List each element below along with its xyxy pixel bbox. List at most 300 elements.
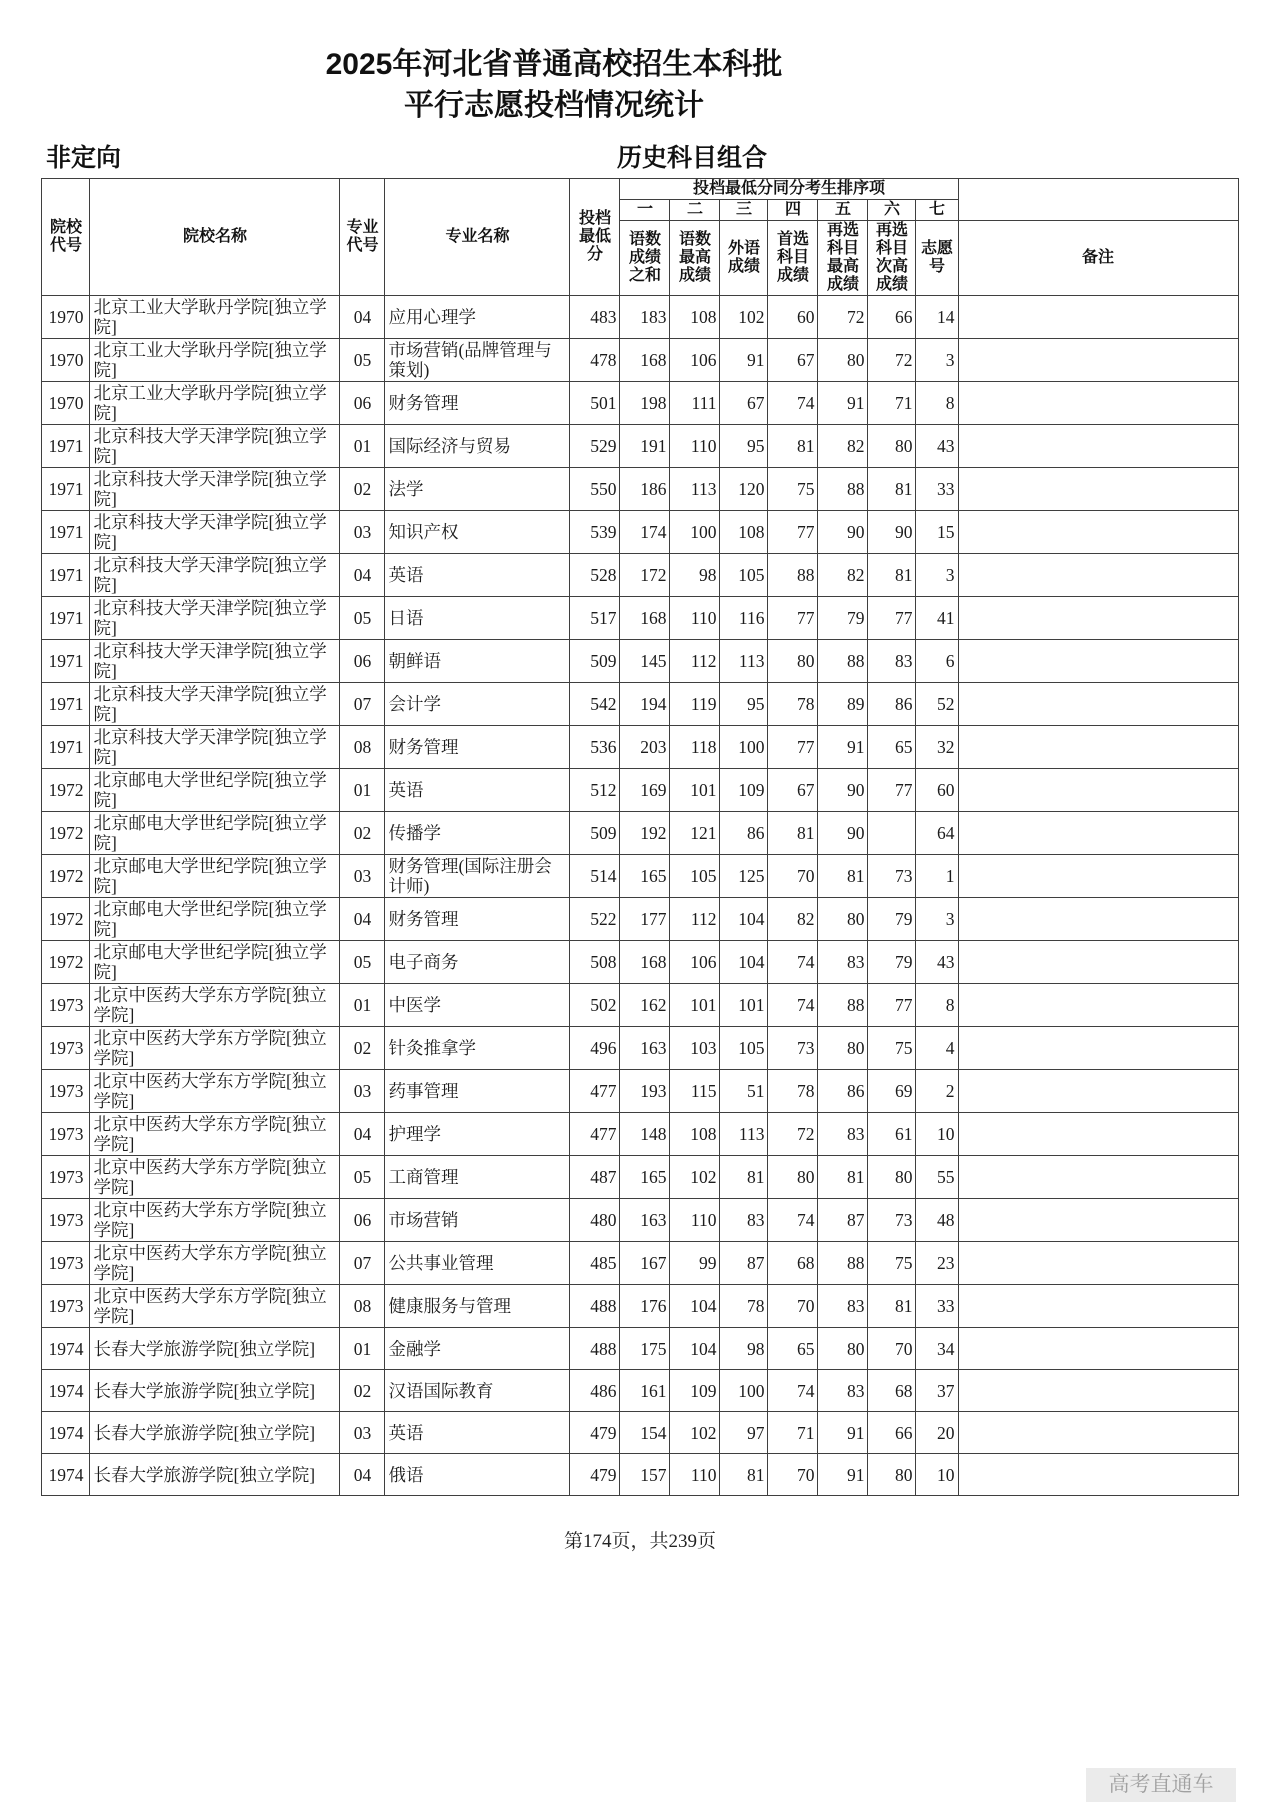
remark-cell [958, 1113, 1238, 1156]
school-code-cell: 1970 [42, 382, 90, 425]
rank-6-cell [868, 812, 916, 855]
major-code-cell: 04 [340, 1454, 385, 1496]
label-subject-combination: 历史科目组合 [617, 144, 768, 172]
rank-6-cell: 70 [868, 1328, 916, 1370]
major-code-cell: 05 [340, 941, 385, 984]
rank-7-cell: 43 [916, 941, 958, 984]
remark-cell [958, 1412, 1238, 1454]
rank-5-cell: 83 [818, 941, 868, 984]
header-rank-6-num: 六 [868, 200, 916, 221]
remark-cell [958, 511, 1238, 554]
major-code-cell: 05 [340, 339, 385, 382]
table-row [42, 382, 1238, 425]
major-code-cell: 06 [340, 640, 385, 683]
watermark: 高考直通车 [1086, 1768, 1236, 1802]
remark-cell [958, 339, 1238, 382]
rank-3-cell: 67 [720, 382, 768, 425]
major-code-cell: 08 [340, 726, 385, 769]
rank-7-cell: 2 [916, 1070, 958, 1113]
school-name-cell: 北京中医药大学东方学院[独立学院] [90, 1027, 340, 1070]
rank-3-cell: 81 [720, 1454, 768, 1496]
rank-1-cell: 174 [620, 511, 670, 554]
rank-7-cell: 41 [916, 597, 958, 640]
remark-cell [958, 1199, 1238, 1242]
min-score-cell: 477 [570, 1113, 620, 1156]
rank-2-cell: 112 [670, 640, 720, 683]
rank-4-cell: 74 [768, 1199, 818, 1242]
major-code-cell: 07 [340, 1242, 385, 1285]
rank-4-cell: 80 [768, 640, 818, 683]
major-code-cell: 06 [340, 382, 385, 425]
table-row [42, 984, 1238, 1027]
major-code-cell: 08 [340, 1285, 385, 1328]
rank-3-cell: 100 [720, 726, 768, 769]
rank-3-cell: 101 [720, 984, 768, 1027]
table-row [42, 640, 1238, 683]
rank-2-cell: 105 [670, 855, 720, 898]
table-row [42, 855, 1238, 898]
table-row [42, 941, 1238, 984]
min-score-cell: 550 [570, 468, 620, 511]
table-row [42, 511, 1238, 554]
rank-5-cell: 91 [818, 382, 868, 425]
min-score-cell: 478 [570, 339, 620, 382]
school-code-cell: 1973 [42, 1242, 90, 1285]
table-row [42, 1328, 1238, 1370]
remark-cell [958, 296, 1238, 339]
rank-6-cell: 83 [868, 640, 916, 683]
rank-2-cell: 109 [670, 1370, 720, 1412]
rank-5-cell: 82 [818, 554, 868, 597]
rank-6-cell: 71 [868, 382, 916, 425]
rank-2-cell: 119 [670, 683, 720, 726]
rank-2-cell: 104 [670, 1285, 720, 1328]
rank-2-cell: 100 [670, 511, 720, 554]
table-row [42, 1285, 1238, 1328]
rank-1-cell: 163 [620, 1027, 670, 1070]
table-row [42, 425, 1238, 468]
remark-cell [958, 812, 1238, 855]
header-rank-1-label: 语数成绩之和 [620, 221, 670, 296]
major-name-cell: 俄语 [385, 1454, 570, 1496]
school-code-cell: 1971 [42, 683, 90, 726]
rank-6-cell: 80 [868, 1156, 916, 1199]
rank-6-cell: 77 [868, 984, 916, 1027]
rank-1-cell: 191 [620, 425, 670, 468]
rank-5-cell: 72 [818, 296, 868, 339]
page-title [0, 0, 1280, 126]
rank-6-cell: 72 [868, 339, 916, 382]
rank-4-cell: 74 [768, 941, 818, 984]
major-name-cell: 国际经济与贸易 [385, 425, 570, 468]
remark-cell [958, 382, 1238, 425]
rank-4-cell: 74 [768, 382, 818, 425]
school-name-cell: 北京中医药大学东方学院[独立学院] [90, 1285, 340, 1328]
major-code-cell: 01 [340, 1328, 385, 1370]
min-score-cell: 488 [570, 1328, 620, 1370]
remark-cell [958, 683, 1238, 726]
remark-cell [958, 1454, 1238, 1496]
table-row [42, 1412, 1238, 1454]
rank-6-cell: 81 [868, 468, 916, 511]
remark-cell [958, 769, 1238, 812]
rank-2-cell: 101 [670, 769, 720, 812]
page-title-line1: 2025年河北省普通高校招生本科批 [325, 48, 783, 81]
school-name-cell: 北京科技大学天津学院[独立学院] [90, 683, 340, 726]
school-code-cell: 1974 [42, 1328, 90, 1370]
remark-cell [958, 941, 1238, 984]
major-name-cell: 电子商务 [385, 941, 570, 984]
rank-5-cell: 86 [818, 1070, 868, 1113]
rank-1-cell: 172 [620, 554, 670, 597]
major-name-cell: 英语 [385, 769, 570, 812]
major-name-cell: 财务管理 [385, 726, 570, 769]
table-row [42, 726, 1238, 769]
rank-5-cell: 81 [818, 1156, 868, 1199]
rank-7-cell: 1 [916, 855, 958, 898]
school-name-cell: 北京中医药大学东方学院[独立学院] [90, 1113, 340, 1156]
school-code-cell: 1972 [42, 769, 90, 812]
admission-table [41, 178, 1238, 1496]
rank-5-cell: 80 [818, 898, 868, 941]
subheader [42, 138, 1238, 172]
school-name-cell: 长春大学旅游学院[独立学院] [90, 1412, 340, 1454]
school-code-cell: 1973 [42, 1027, 90, 1070]
school-name-cell: 北京工业大学耿丹学院[独立学院] [90, 296, 340, 339]
rank-1-cell: 161 [620, 1370, 670, 1412]
rank-2-cell: 98 [670, 554, 720, 597]
label-nondirectional: 非定向 [46, 144, 122, 172]
rank-4-cell: 74 [768, 984, 818, 1027]
table-row [42, 1027, 1238, 1070]
header-remark: 备注 [958, 221, 1238, 296]
major-name-cell: 日语 [385, 597, 570, 640]
school-code-cell: 1974 [42, 1454, 90, 1496]
major-code-cell: 01 [340, 984, 385, 1027]
major-name-cell: 金融学 [385, 1328, 570, 1370]
school-name-cell: 北京中医药大学东方学院[独立学院] [90, 1242, 340, 1285]
school-name-cell: 北京中医药大学东方学院[独立学院] [90, 984, 340, 1027]
rank-4-cell: 70 [768, 855, 818, 898]
rank-2-cell: 104 [670, 1328, 720, 1370]
rank-2-cell: 108 [670, 296, 720, 339]
rank-4-cell: 77 [768, 511, 818, 554]
rank-6-cell: 66 [868, 296, 916, 339]
rank-5-cell: 91 [818, 726, 868, 769]
rank-1-cell: 198 [620, 382, 670, 425]
major-name-cell: 公共事业管理 [385, 1242, 570, 1285]
school-code-cell: 1972 [42, 941, 90, 984]
rank-1-cell: 168 [620, 597, 670, 640]
rank-2-cell: 111 [670, 382, 720, 425]
rank-6-cell: 73 [868, 1199, 916, 1242]
table-row [42, 339, 1238, 382]
rank-2-cell: 110 [670, 1454, 720, 1496]
school-code-cell: 1973 [42, 1199, 90, 1242]
table-row [42, 554, 1238, 597]
school-code-cell: 1970 [42, 339, 90, 382]
header-rank-2-num: 二 [670, 200, 720, 221]
rank-3-cell: 95 [720, 425, 768, 468]
rank-1-cell: 177 [620, 898, 670, 941]
header-school-name: 院校名称 [90, 179, 340, 296]
rank-7-cell: 33 [916, 1285, 958, 1328]
min-score-cell: 487 [570, 1156, 620, 1199]
major-name-cell: 英语 [385, 1412, 570, 1454]
rank-1-cell: 194 [620, 683, 670, 726]
table-row [42, 812, 1238, 855]
school-code-cell: 1971 [42, 640, 90, 683]
rank-1-cell: 165 [620, 855, 670, 898]
major-code-cell: 01 [340, 769, 385, 812]
min-score-cell: 486 [570, 1370, 620, 1412]
rank-6-cell: 81 [868, 554, 916, 597]
min-score-cell: 517 [570, 597, 620, 640]
major-name-cell: 健康服务与管理 [385, 1285, 570, 1328]
school-code-cell: 1971 [42, 468, 90, 511]
rank-1-cell: 168 [620, 339, 670, 382]
rank-5-cell: 90 [818, 511, 868, 554]
rank-1-cell: 145 [620, 640, 670, 683]
min-score-cell: 479 [570, 1454, 620, 1496]
rank-4-cell: 72 [768, 1113, 818, 1156]
remark-cell [958, 425, 1238, 468]
school-name-cell: 北京中医药大学东方学院[独立学院] [90, 1156, 340, 1199]
rank-4-cell: 78 [768, 1070, 818, 1113]
rank-7-cell: 4 [916, 1027, 958, 1070]
major-code-cell: 01 [340, 425, 385, 468]
rank-7-cell: 23 [916, 1242, 958, 1285]
min-score-cell: 477 [570, 1070, 620, 1113]
remark-cell [958, 597, 1238, 640]
school-name-cell: 北京中医药大学东方学院[独立学院] [90, 1199, 340, 1242]
min-score-cell: 501 [570, 382, 620, 425]
rank-7-cell: 55 [916, 1156, 958, 1199]
rank-4-cell: 65 [768, 1328, 818, 1370]
rank-6-cell: 66 [868, 1412, 916, 1454]
rank-3-cell: 113 [720, 640, 768, 683]
rank-7-cell: 64 [916, 812, 958, 855]
rank-6-cell: 86 [868, 683, 916, 726]
rank-3-cell: 125 [720, 855, 768, 898]
rank-2-cell: 106 [670, 941, 720, 984]
school-name-cell: 北京邮电大学世纪学院[独立学院] [90, 898, 340, 941]
rank-3-cell: 113 [720, 1113, 768, 1156]
major-code-cell: 02 [340, 1027, 385, 1070]
rank-4-cell: 70 [768, 1285, 818, 1328]
remark-cell [958, 1027, 1238, 1070]
rank-7-cell: 52 [916, 683, 958, 726]
rank-1-cell: 148 [620, 1113, 670, 1156]
min-score-cell: 522 [570, 898, 620, 941]
remark-cell [958, 1156, 1238, 1199]
rank-7-cell: 3 [916, 554, 958, 597]
major-name-cell: 法学 [385, 468, 570, 511]
header-rank-2-label: 语数最高成绩 [670, 221, 720, 296]
table-row [42, 898, 1238, 941]
major-code-cell: 04 [340, 554, 385, 597]
rank-2-cell: 112 [670, 898, 720, 941]
min-score-cell: 508 [570, 941, 620, 984]
major-name-cell: 工商管理 [385, 1156, 570, 1199]
major-code-cell: 03 [340, 1070, 385, 1113]
rank-5-cell: 82 [818, 425, 868, 468]
min-score-cell: 529 [570, 425, 620, 468]
school-name-cell: 长春大学旅游学院[独立学院] [90, 1328, 340, 1370]
school-code-cell: 1973 [42, 1285, 90, 1328]
rank-6-cell: 75 [868, 1027, 916, 1070]
rank-5-cell: 80 [818, 1328, 868, 1370]
rank-3-cell: 78 [720, 1285, 768, 1328]
min-score-cell: 479 [570, 1412, 620, 1454]
rank-4-cell: 60 [768, 296, 818, 339]
major-name-cell: 市场营销(品牌管理与策划) [385, 339, 570, 382]
header-rank-4-num: 四 [768, 200, 818, 221]
rank-4-cell: 67 [768, 339, 818, 382]
rank-4-cell: 81 [768, 812, 818, 855]
rank-4-cell: 70 [768, 1454, 818, 1496]
rank-4-cell: 68 [768, 1242, 818, 1285]
rank-5-cell: 87 [818, 1199, 868, 1242]
major-name-cell: 传播学 [385, 812, 570, 855]
page-title-line2: 平行志愿投档情况统计 [404, 89, 704, 122]
school-code-cell: 1971 [42, 554, 90, 597]
major-name-cell: 汉语国际教育 [385, 1370, 570, 1412]
header-school-code: 院校代号 [42, 179, 90, 296]
rank-2-cell: 102 [670, 1412, 720, 1454]
rank-7-cell: 60 [916, 769, 958, 812]
table-row [42, 597, 1238, 640]
rank-1-cell: 157 [620, 1454, 670, 1496]
remark-cell [958, 1285, 1238, 1328]
rank-3-cell: 120 [720, 468, 768, 511]
min-score-cell: 480 [570, 1199, 620, 1242]
rank-7-cell: 34 [916, 1328, 958, 1370]
rank-1-cell: 192 [620, 812, 670, 855]
school-name-cell: 长春大学旅游学院[独立学院] [90, 1370, 340, 1412]
rank-6-cell: 79 [868, 898, 916, 941]
remark-cell [958, 1328, 1238, 1370]
rank-4-cell: 77 [768, 726, 818, 769]
rank-6-cell: 79 [868, 941, 916, 984]
rank-3-cell: 86 [720, 812, 768, 855]
rank-5-cell: 88 [818, 1242, 868, 1285]
school-code-cell: 1974 [42, 1412, 90, 1454]
rank-3-cell: 51 [720, 1070, 768, 1113]
header-rank-4-label: 首选科目成绩 [768, 221, 818, 296]
rank-1-cell: 163 [620, 1199, 670, 1242]
rank-3-cell: 98 [720, 1328, 768, 1370]
rank-5-cell: 83 [818, 1113, 868, 1156]
remark-cell [958, 640, 1238, 683]
school-code-cell: 1974 [42, 1370, 90, 1412]
major-name-cell: 知识产权 [385, 511, 570, 554]
rank-3-cell: 81 [720, 1156, 768, 1199]
rank-1-cell: 169 [620, 769, 670, 812]
rank-4-cell: 75 [768, 468, 818, 511]
min-score-cell: 512 [570, 769, 620, 812]
min-score-cell: 514 [570, 855, 620, 898]
rank-3-cell: 108 [720, 511, 768, 554]
school-name-cell: 北京科技大学天津学院[独立学院] [90, 597, 340, 640]
major-code-cell: 04 [340, 1113, 385, 1156]
rank-4-cell: 88 [768, 554, 818, 597]
rank-2-cell: 106 [670, 339, 720, 382]
rank-3-cell: 104 [720, 898, 768, 941]
rank-2-cell: 115 [670, 1070, 720, 1113]
rank-3-cell: 102 [720, 296, 768, 339]
school-name-cell: 北京科技大学天津学院[独立学院] [90, 640, 340, 683]
school-name-cell: 北京工业大学耿丹学院[独立学院] [90, 382, 340, 425]
header-rank-3-label: 外语成绩 [720, 221, 768, 296]
min-score-cell: 509 [570, 640, 620, 683]
school-code-cell: 1972 [42, 855, 90, 898]
major-code-cell: 04 [340, 898, 385, 941]
rank-7-cell: 10 [916, 1113, 958, 1156]
major-name-cell: 朝鲜语 [385, 640, 570, 683]
school-code-cell: 1972 [42, 898, 90, 941]
remark-cell [958, 984, 1238, 1027]
min-score-cell: 502 [570, 984, 620, 1027]
rank-3-cell: 104 [720, 941, 768, 984]
table-row [42, 1113, 1238, 1156]
table-body [42, 296, 1238, 1496]
rank-4-cell: 82 [768, 898, 818, 941]
rank-5-cell: 79 [818, 597, 868, 640]
major-code-cell: 04 [340, 296, 385, 339]
header-tiebreak-group: 投档最低分同分考生排序项 [620, 179, 958, 200]
rank-2-cell: 110 [670, 597, 720, 640]
table-row [42, 1454, 1238, 1496]
rank-6-cell: 75 [868, 1242, 916, 1285]
remark-cell [958, 855, 1238, 898]
rank-1-cell: 203 [620, 726, 670, 769]
table-row [42, 296, 1238, 339]
major-code-cell: 05 [340, 1156, 385, 1199]
school-code-cell: 1973 [42, 984, 90, 1027]
school-code-cell: 1973 [42, 1070, 90, 1113]
major-name-cell: 财务管理 [385, 382, 570, 425]
rank-2-cell: 102 [670, 1156, 720, 1199]
rank-5-cell: 81 [818, 855, 868, 898]
table-row [42, 683, 1238, 726]
min-score-cell: 496 [570, 1027, 620, 1070]
remark-cell [958, 1370, 1238, 1412]
school-name-cell: 北京科技大学天津学院[独立学院] [90, 425, 340, 468]
rank-2-cell: 113 [670, 468, 720, 511]
rank-6-cell: 73 [868, 855, 916, 898]
major-code-cell: 07 [340, 683, 385, 726]
rank-1-cell: 168 [620, 941, 670, 984]
rank-1-cell: 162 [620, 984, 670, 1027]
min-score-cell: 485 [570, 1242, 620, 1285]
major-name-cell: 财务管理 [385, 898, 570, 941]
rank-3-cell: 100 [720, 1370, 768, 1412]
min-score-cell: 528 [570, 554, 620, 597]
rank-3-cell: 109 [720, 769, 768, 812]
min-score-cell: 542 [570, 683, 620, 726]
rank-6-cell: 80 [868, 1454, 916, 1496]
rank-4-cell: 80 [768, 1156, 818, 1199]
rank-1-cell: 183 [620, 296, 670, 339]
rank-3-cell: 105 [720, 554, 768, 597]
major-code-cell: 03 [340, 1412, 385, 1454]
table-row [42, 1370, 1238, 1412]
table-row [42, 1242, 1238, 1285]
table-row [42, 1156, 1238, 1199]
rank-4-cell: 71 [768, 1412, 818, 1454]
school-code-cell: 1973 [42, 1156, 90, 1199]
